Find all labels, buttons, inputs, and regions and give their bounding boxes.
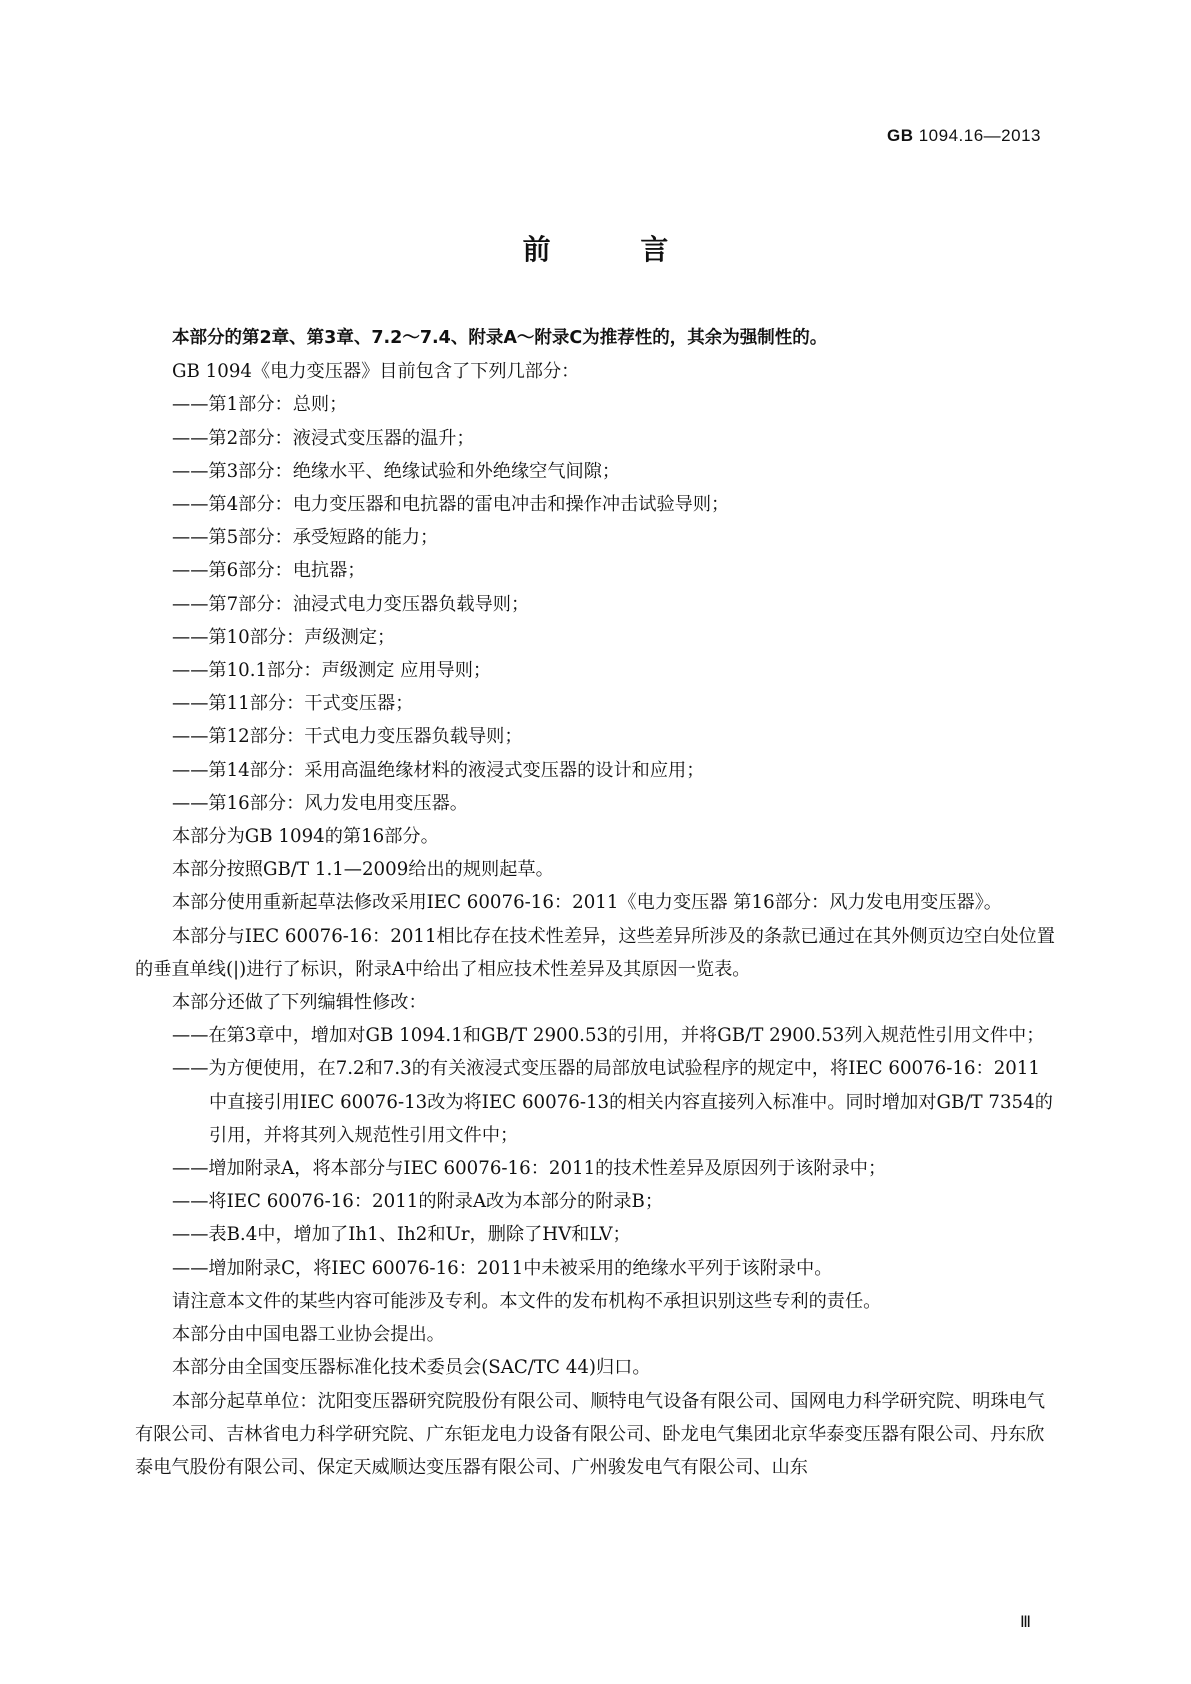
list-item: ——增加附录A，将本部分与IEC 60076-16：2011的技术性差异及原因列于该附录中；	[172, 1158, 887, 1180]
paragraph: 本部分按照GB/T 1.1—2009给出的规则起草。	[172, 859, 554, 881]
paragraph: GB 1094《电力变压器》目前包含了下列几部分：	[172, 361, 580, 383]
list-item: ——表B.4中，增加了Ih1、Ih2和Ur，删除了HV和LV；	[172, 1224, 631, 1246]
paragraph: 本部分由中国电器工业协会提出。	[172, 1324, 445, 1346]
list-item: ——第7部分：油浸式电力变压器负载导则；	[172, 593, 530, 615]
list-item: ——第4部分：电力变压器和电抗器的雷电冲击和操作冲击试验导则；	[172, 494, 730, 516]
scope-paragraph: 本部分的第2章、第3章、7.2～7.4、附录A～附录C为推荐性的，其余为强制性的。	[172, 328, 828, 348]
list-item: ——第2部分：液浸式变压器的温升；	[172, 427, 475, 449]
paragraph: 本部分与IEC 60076-16：2011相比存在技术性差异，这些差异所涉及的条款已通过在其外侧页边空白处位置的垂直单线(|)进行了标识，附录A中给出了相应技术性差异及其原因一览表。	[135, 925, 1055, 980]
paragraph: 请注意本文件的某些内容可能涉及专利。本文件的发布机构不承担识别这些专利的责任。	[172, 1290, 882, 1312]
list-item: ——为方便使用，在7.2和7.3的有关液浸式变压器的局部放电试验程序的规定中，将IEC 60076-16：2011中直接引用IEC 60076-13改为将IEC 60076-13的相关内容直接列入标准中。同时增加对GB/T 7354的引用，并将其列入规范性引用文件中；	[172, 1058, 1053, 1146]
paragraph: 本部分为GB 1094的第16部分。	[172, 826, 439, 848]
list-item: ——在第3章中，增加对GB 1094.1和GB/T 2900.53的引用，并将GB/T 2900.53列入规范性引用文件中；	[172, 1025, 1045, 1047]
list-item: ——第1部分：总则；	[172, 394, 348, 416]
paragraph: 本部分起草单位：沈阳变压器研究院股份有限公司、顺特电气设备有限公司、国网电力科学研究院、明珠电气有限公司、吉林省电力科学研究院、广东钜龙电力设备有限公司、卧龙电气集团北京华泰变压器有限公司、丹东欣泰电气股份有限公司、保定天威顺达变压器有限公司、广州骏发电气有限公司、山东	[135, 1390, 1046, 1478]
paragraph: 本部分由全国变压器标准化技术委员会(SAC/TC 44)归口。	[172, 1357, 651, 1379]
standard-code-number: 1094.16—2013	[918, 126, 1041, 145]
standard-code-prefix: GB	[886, 126, 914, 145]
list-item: ——将IEC 60076-16：2011的附录A改为本部分的附录B；	[172, 1191, 664, 1213]
preface-body	[135, 322, 1055, 1484]
list-item: ——第10部分：声级测定；	[172, 626, 396, 648]
page-title: 前 言	[522, 233, 709, 266]
list-item: ——第12部分：干式电力变压器负载导则；	[172, 726, 523, 748]
list-item: ——第5部分：承受短路的能力；	[172, 527, 439, 549]
list-item: ——增加附录C，将IEC 60076-16：2011中未被采用的绝缘水平列于该附录中。	[172, 1257, 833, 1279]
list-item: ——第3部分：绝缘水平、绝缘试验和外绝缘空气间隙；	[172, 460, 621, 482]
list-item: ——第16部分：风力发电用变压器。	[172, 792, 468, 814]
list-item: ——第10.1部分：声级测定 应用导则；	[172, 660, 492, 682]
paragraph: 本部分使用重新起草法修改采用IEC 60076-16：2011《电力变压器 第16部分：风力发电用变压器》。	[172, 892, 1002, 914]
list-item: ——第14部分：采用高温绝缘材料的液浸式变压器的设计和应用；	[172, 759, 705, 781]
list-item: ——第6部分：电抗器；	[172, 560, 366, 582]
paragraph: 本部分还做了下列编辑性修改：	[172, 992, 427, 1014]
list-item: ——第11部分：干式变压器；	[172, 693, 414, 715]
standard-code	[887, 126, 1041, 146]
page-number: Ⅲ	[1019, 1614, 1031, 1631]
